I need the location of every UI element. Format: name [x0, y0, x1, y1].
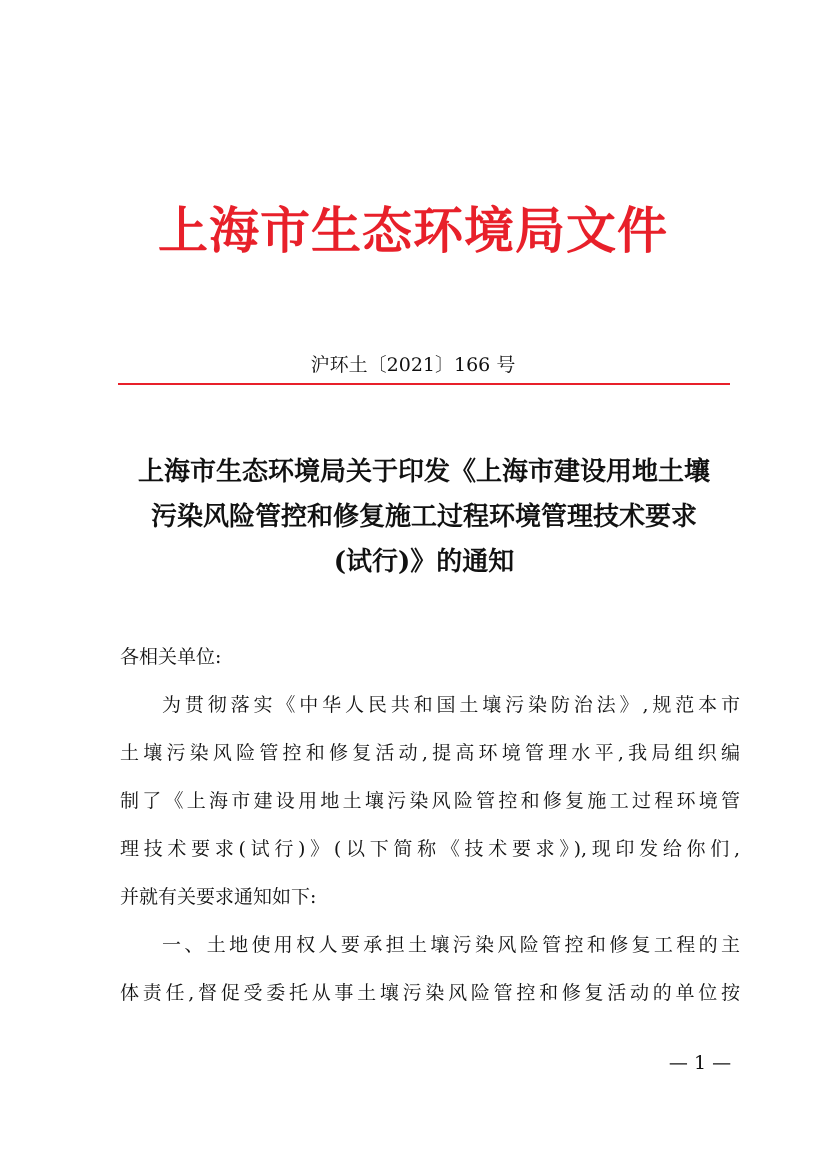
notice-title-line: 上海市生态环境局关于印发《上海市建设用地土壤	[137, 457, 710, 487]
salutation: 各相关单位:	[120, 646, 222, 668]
paragraph-line: 体责任,督促受委托从事土壤污染风险管控和修复活动的单位按	[120, 982, 740, 1004]
paragraph-line: 并就有关要求通知如下:	[120, 886, 317, 908]
paragraph-line: 为贯彻落实《中华人民共和国土壤污染防治法》,规范本市	[162, 694, 740, 716]
document-number: 沪环土〔2021〕166 号	[310, 354, 516, 376]
paragraph-line: 理技术要求(试行)》(以下简称《技术要求》),现印发给你们,	[120, 838, 740, 860]
document-header-title: 上海市生态环境局文件	[158, 201, 668, 260]
paragraph-line: 制了《上海市建设用地土壤污染风险管控和修复施工过程环境管	[120, 790, 740, 812]
notice-title-line: 污染风险管控和修复施工过程环境管理技术要求	[150, 502, 697, 532]
paragraph-line: 土壤污染风险管控和修复活动,提高环境管理水平,我局组织编	[120, 742, 740, 764]
notice-title-line: (试行)》的通知	[333, 547, 515, 577]
page-number: — 1 —	[668, 1052, 732, 1074]
document-body	[120, 633, 740, 1017]
notice-title	[100, 450, 748, 585]
red-divider-line	[118, 383, 730, 385]
paragraph-line: 一、土地使用权人要承担土壤污染风险管控和修复工程的主	[162, 934, 740, 956]
